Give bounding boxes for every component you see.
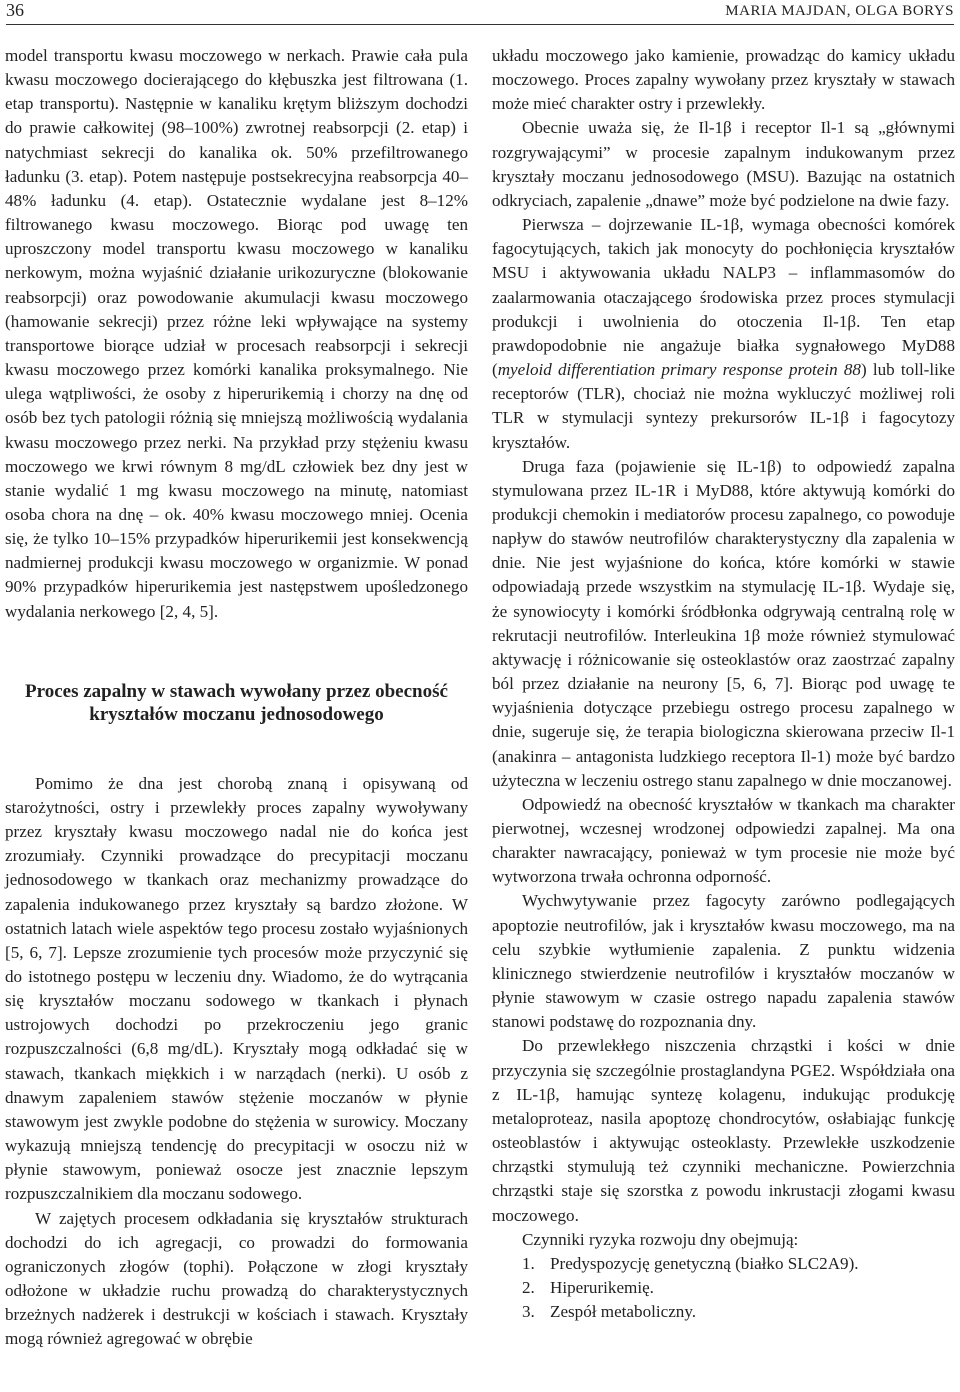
- text-span: Pierwsza – dojrzewanie IL-1β, wymaga obecności komórek fagocytujących, takich jak monocyty do pochłonięcia kryształów MSU i aktywowania układu NALP3 – inflammasomów do zaalarmowania otaczającego środowiska przez proces stymulacji produkcji i uwolnienia do otoczenia Il-1β. Ten etap prawdopodobnie nie angażuje białka sygnałowego MyD88 (: [492, 215, 955, 380]
- italic-term: myeloid differentiation primary response protein 88: [497, 360, 861, 380]
- list-number: 3.: [522, 1302, 535, 1322]
- body-paragraph: Odpowiedź na obecność kryształów w tkankach ma charakter pierwotnej, wczesnej wrodzonej odpowiedzi zapalnej. Ma ona charakter nawracający, ponieważ w tym procesie nie może być wytworzona trwała ochronna odporność.: [492, 794, 955, 887]
- risk-factor-list: [492, 1252, 955, 1324]
- running-head-authors: MARIA MAJDAN, OLGA BORYS: [725, 3, 954, 19]
- section-heading: Proces zapalny w stawach wywołany przez obecność kryształów moczanu jednosodowego: [25, 680, 448, 725]
- page-number: 36: [6, 0, 24, 20]
- body-paragraph: Wychwytywanie przez fagocyty zarówno podlegających apoptozie neutrofilów, jak i kryształów kwasu moczowego, ma na celu szybkie wytłumienie zapalenia. Z punktu widzenia klinicznego stwierdzenie neutrofilów i kryształów moczanów w płynie stawowym w czasie ostrego napadu zapalenia stawów stanowi podstawę do rozpoznania dny.: [492, 891, 955, 1032]
- body-paragraph: [492, 213, 955, 455]
- list-item: [492, 1252, 955, 1276]
- body-paragraph: Do przewlekłego niszczenia chrząstki i kości w dnie przyczynia się szczególnie prostaglandyna PGE2. Współdziała ona z IL-1β, hamując syntezę kolagenu, indukując produkcję metaloproteaz, nasila apoptozę chondrocytów, osłabiając funkcję osteoblastów i aktywując osteoklasty. Przewlekłe uszkodzenie chrząstki stymulują też czynniki mechaniczne. Powierzchnia chrząstki staje się szorstka z powodu inkrustacji złogami kwasu moczowego.: [492, 1036, 955, 1225]
- page-header: [6, 0, 954, 25]
- list-number: 2.: [522, 1277, 535, 1297]
- left-column: [5, 44, 468, 1352]
- body-paragraph: W zajętych procesem odkładania się kryształów strukturach dochodzi do ich agregacji, co prowadzi do formowania ograniczonych złogów (tophi). Połączone w złogi kryształy odłożone w układzie ruchu prowadzą do charakterystycznych brzeżnych nadżerek i destrukcji w kościach i stawach. Kryształy mogą również agregować w obrębie: [5, 1208, 468, 1349]
- body-paragraph: model transportu kwasu moczowego w nerkach. Prawie cała pula kwasu moczowego docierającego do kłębuszka jest filtrowana (1. etap transportu). Następnie w kanaliku krętym bliższym dochodzi do prawie całkowitej (98–100%) zwrotnej reabsorpcji (2. etap) i natychmiast sekrecji do kanalika ok. 50% przefiltrowanego ładunku (3. etap). Potem następuje postsekrecyjna reabsorpcja 40–48% ładunku (4. etap). Ostatecznie wydalane jest 8–12% filtrowanego kwasu moczowego. Biorąc pod uwagę ten uproszczony model transportu kwasu moczowego w kanaliku nerkowym, można wyjaśnić działanie urikozuryczne (blokowanie reabsorpcji) oraz powodowanie akumulacji kwasu moczowego (hamowanie sekrecji) przez różne leki wpływające na systemy transportowe biorące udział w procesach reabsorpcji i sekrecji kwasu moczowego przez komórki kanalika proksymalnego. Nie ulega wątpliwości, że osoby z hiperurikemią i chorzy na dnę od osób bez tych patologii różnią się mniejszą możliwością wydalania kwasu moczowego przez nerki. Na przykład przy stężeniu kwasu moczowego we krwi równym 8 mg/dL człowiek bez dny jest w stanie wydalić 1 mg kwasu moczowego na minutę, natomiast osoba chora na dnę – ok. 40% kwasu moczowego mniej. Ocenia się, że tylko 10–15% przypadków hiperurikemii jest konsekwencją nadmiernej produkcji kwasu moczowego w organizmie. W ponad 90% przypadków hiperurikemia jest następstwem upośledzonego wydalania nerkowego [2, 4, 5].: [5, 46, 468, 621]
- list-text: Hiperurikemię.: [550, 1277, 654, 1297]
- list-intro: Czynniki ryzyka rozwoju dny obejmują:: [522, 1229, 799, 1249]
- right-column: [492, 44, 955, 1324]
- body-paragraph: układu moczowego jako kamienie, prowadząc do kamicy układu moczowego. Proces zapalny wywołany przez kryształy w stawach może mieć charakter ostry i przewlekły.: [492, 46, 955, 114]
- list-item: [492, 1276, 955, 1300]
- list-text: Zespół metaboliczny.: [550, 1302, 697, 1322]
- body-paragraph: Druga faza (pojawienie się IL-1β) to odpowiedź zapalna stymulowana przez IL-1R i MyD88, które aktywują komórki do produkcji chemokin i mediatorów procesu zapalnego, co powoduje napływ do stawów neutrofilów charakterystyczny dla zapalenia w dnie. Nie jest wyjaśnione do końca, które komórki w stawie odpowiadają przede wszystkim na stymulację IL-1β. Wydaje się, że synowiocyty i komórki śródbłonka odgrywają centralną rolę w rekrutacji neutrofilów. Interleukina 1β może również stymulować aktywację i różnicowanie się osteoklastów oraz zaostrzać zapalny ból przez działanie na neurony [5, 6, 7]. Biorąc pod uwagę te wyjaśnienia dotyczące przebiegu ostrego procesu zapalnego w dnie, sugeruje się, że terapia biologiczna skierowana przeciw Il-1 (anakinra – antagonista ludzkiego receptora Il-1) może być bardzo użyteczna w leczeniu ostrego stanu zapalnego w dnie moczanowej.: [492, 456, 955, 790]
- list-number: 1.: [522, 1253, 535, 1273]
- list-item: [492, 1300, 955, 1324]
- text-span: ) lub toll-like receptorów (TLR), chociaż nie można wykluczyć możliwej roli TLR w stymulacji syntezy prekursorów IL-1β i fagocytozy kryształów.: [492, 360, 956, 452]
- body-paragraph: Obecnie uważa się, że Il-1β i receptor Il-1 są „głównymi rozgrywającymi” w procesie zapalnym indukowanym przez kryształy moczanu jednosodowego (MSU). Bazując na ostatnich odkryciach, zapalenie „dnawe” może być podzielone na dwie fazy.: [492, 118, 955, 210]
- list-text: Predyspozycję genetyczną (białko SLC2A9).: [550, 1253, 859, 1273]
- body-paragraph: Pomimo że dna jest chorobą znaną i opisywaną od starożytności, ostry i przewlekły proces zapalny wywoływany przez kryształy kwasu moczowego nadal nie do końca jest zrozumiały. Czynniki prowadzące do precypitacji moczanu jednosodowego w tkankach oraz mechanizmy prowadzące do zapalenia indukowanego przez kryształy są bardzo złożone. W ostatnich latach wiele aspektów tego procesu zostało wyjaśnionych [5, 6, 7]. Lepsze zrozumienie tych procesów może przyczynić się do istotnego postępu w leczeniu dny. Wiadomo, że do wytrącania się kryształów moczanu sodowego w tkankach i płynach ustrojowych dochodzi po przekroczeniu jego granic rozpuszczalności (6,8 mg/dL). Kryształy mogą odkładać się w stawach, tkankach miękkich i w narządach (nerki). U osób z dnawym zapaleniem stawów stężenie moczanów w płynie stawowym jest zwykle podobne do stężenia w surowicy. Moczany wykazują mniejszą tendencję do precypitacji w osoczu niż w płynie stawowym, ponieważ osocze jest znacznie lepszym rozpuszczalnikiem dla moczanu sodowego.: [5, 773, 468, 1204]
